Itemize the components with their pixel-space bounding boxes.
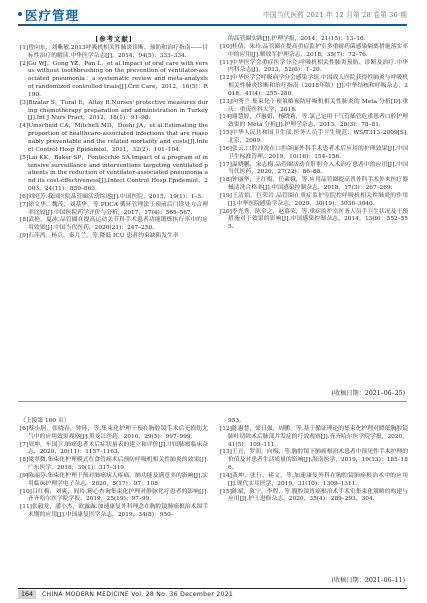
reference-item: [10]吕红梅，刘爽，阎玲.精心查询集束化护理对静脉化疗患者的影响[J].齐齐哈尔医学院学报，2019，25(19)：97–99.	[20, 488, 208, 503]
reference-item: [8]梁翠微.集束化护理模式在食管癌术后预防呼吸机相关性肺炎的效果[J].广东医学，2018，39(1)：317–319.	[20, 457, 208, 472]
references-top-right	[220, 36, 408, 232]
reference-item: [1]曾向东，刘紫敏.2013呼吸机相关性肺炎诊断、预防和治疗指南——目标性治疗的解读.中华医学杂志[J]，2014，94(5)：333–334.	[20, 44, 208, 59]
reference-item: [14]谢慧婷，卢惠娟，杨晓莉，等.氯己定用于气管插管危重患者口腔护理效果的 Meta 分析[J].护理学杂志，2013，28(3)：78–81.	[220, 114, 408, 129]
received-date: (收稿日期：2021–06–25)	[331, 390, 405, 397]
reference-item: [10]桂倩，朱玲.品管圈在提高重症监护室多重耐药菌感染隔离措施落实率中的应用[J].解放军护理杂志，2018，35(7)：72–76.	[220, 43, 408, 58]
reference-item: [7]周坤，车国卫.肺癌患者术后症状量表的建立和评价[J].中国肺瘤临床杂志，2020，20(11)：1157–1163.	[20, 441, 208, 456]
section-title: 医疗管理	[25, 8, 80, 23]
reference-item: [11]中华医学会重症医学分会.呼吸机相关性肺炎预防、诊断及治疗.中华内科杂志[J]，2013，52(6)：1–20.	[220, 59, 408, 74]
reference-item: [20]李光秀，陈金之，赵慕荣，等.重症监护室医务人员手卫生状况及干预措施对于效果的影响[J].中国感染控制杂志，2014，13(9)：552–555.	[220, 208, 408, 231]
reference-item: [2]Gu WJ，Gong YZ，Pan L，et al.Impact of oral care with versus without toothbrushing on the prevention of ventilator-associated pneumonia：a systematic review and meta-analysis of randomized controlled trials[J].Crit Care，2012，16(5)：R190.	[20, 60, 208, 98]
references-heading: [参考文献]	[95, 35, 133, 43]
page-header	[0, 0, 427, 38]
section-bullet-icon	[18, 12, 22, 16]
reference-item: [15]陈斌，陈宁，李程，等.腹腔镜胃癌根治术手术室集束化策略的构建与应用[J].护士进修杂志，2020，35(4)：289–293，304.	[220, 488, 408, 503]
journal-issue: 中国当代医药 2021 年 12 月第 28 卷第 36 期	[263, 11, 407, 19]
reference-item: [5]Lai KK，Baker SP，Fontecchio SA.Impact of a program of intensive surveillance and interventions targeting ventilated patients in the reduction of ventilator-associated pneumonia and its cost-effectiveness[J].Infect Control Hosp Epidemiol，2003，24(11)：859–863.	[20, 154, 208, 193]
reference-item: [13]王丑，罗润，向梅，等.胸腔镜下肺癌根治术患者中预见性手术护理的价值及对患者生活质量的影响[J].海南医学，2019，19(13)：185–186.	[220, 449, 408, 472]
reference-continuation: 953.	[228, 418, 241, 424]
reference-item: [13]向秀兰.集束化干预策略预防呼吸机相关性肺炎的 Meta 分析[D].重庆：重庆医科大学，2018.	[220, 98, 408, 113]
reference-item: [18]钟丽华，王红梅，任素娥，等.应用品管圈提高普外科手术外来医疗器械清洗合格率[J].中国感染控制杂志，2018，17(3)：267–269.	[220, 177, 408, 192]
continued-from-note: （上接第 160 页）	[20, 418, 70, 424]
reference-item: [16]张云.口腔冲洗在口腔颌面外科手术患者术后应用的护理效果[J].中国卫生标准管理，2019，10(16)：154–156.	[220, 145, 408, 160]
reference-item: [4]Umscheid CA，Mitchell MD，Doshi JA，et al.Estimating the proportion of healthcare-associated infections that are reasonably preventable and the related mortality and costs[J].Infect Control Hosp Epidemiol，2011，32(2)：101–104.	[20, 123, 208, 153]
reference-item: [12]中华医学会呼吸病学分会感染学组.中国成人医院获得性肺炎与呼吸机相关性肺炎诊断和治疗指南（2018年版）[J].中华结核和呼吸杂志，2018，41(4)：255–280.	[220, 75, 408, 97]
page-footer	[18, 588, 407, 599]
reference-item: [9]石萍湾，杨兵，秦月兰，等.降低 ICU 患者约束缺陷发生率	[20, 233, 179, 240]
references-top-left	[20, 36, 208, 241]
reference-item: [17]温晓鹏，宋志梅.品管圈活动在肝胆介入术治疗患者中的应用[J].中国当代医药，2020，27(22)：86–88.	[220, 161, 408, 176]
reference-item: [6]刘庭芳.我国医院品管圈活动综述[J].中国医院，2015，19(1)：1–3.	[20, 193, 203, 200]
reference-item: [9]陈丽芬.集束化护理干预对肺癌病人疼痛、肺功能及满意率的影响[J].实用临床护理学电子杂志，2020，5(17)：97，108.	[20, 472, 208, 487]
header-rule	[18, 24, 407, 26]
reference-item: [7]徐文华，魏茂，刘基华，等.PDCA 循环管理法于预前后门诊处方合理率比较[J].中国医院药学评价与分析，2017，17(4)：565–567.	[20, 201, 208, 216]
references-bottom-right	[220, 418, 408, 504]
reference-item: [6]蔡小舸，张晓春，钟环，等.集束化护理干预在胸腔镜手术后无损伤尤气中的应用效果观察[J].黑龙江医药，2016，29(5)：997–999.	[20, 425, 208, 440]
reference-item: [12]陈惠慧，梁日强，周鹏，等.基于循证理论的集束化护理对降低胸腔镜肺叶切除术后肺部并发症的疗效观察[J].齐齐哈尔医学院学报，2020，41(5)：109–111.	[220, 425, 408, 448]
page-number: 164	[18, 590, 36, 599]
received-date: (收稿日期：2021–06–11)	[331, 577, 405, 584]
references-bottom-left	[20, 418, 208, 520]
reference-item: [14]黄坤，张行，褚文，等.加速康复外科在胸腔镜肺癌根治术中的应用[J].现代实用医学，2019，31(10)：1309–1311.	[220, 472, 408, 487]
section-divider	[18, 401, 407, 402]
reference-item: [11]张毅龙，潘小杰，欧露露.加速康复外科理念在胸腔镜肺癌根治术围手术期的应用[J].中国康复医学杂志，2019，34(8)：950–	[20, 504, 208, 519]
reference-item: [15]中华人民共和国卫生部.医务人员手卫生规范：WS/T313–2009[S].北京，2009.	[220, 130, 408, 144]
reference-item: [19]王清娟，巨荣岩.品管圈在重症监护室院控呼吸机相关性肺炎的作用[J].中华医院感染学杂志，2020，30(19)：3036–3040.	[220, 192, 408, 207]
journal-line: CHINA MODERN MEDICINE Vol. 28 No. 36 December 2021	[42, 591, 234, 598]
reference-item: [3]Bizalar S，Tural E，Altay B.Nurses' protective measures during chemotherapy preparation and administration in Turkey[J].Int J Nurs Pract，2012，18(1)：91–98.	[20, 99, 208, 122]
reference-item: [8]武艳，夏冰.品管圈在提高运动关节科手术患者功能锻炼执行率中的应用效果[J].中国当代医药，2020(21)：247–250.	[20, 217, 208, 232]
reference-continuation: 的品管圈实践[J].护理学报，2014，21(15)：13–16.	[228, 36, 366, 42]
